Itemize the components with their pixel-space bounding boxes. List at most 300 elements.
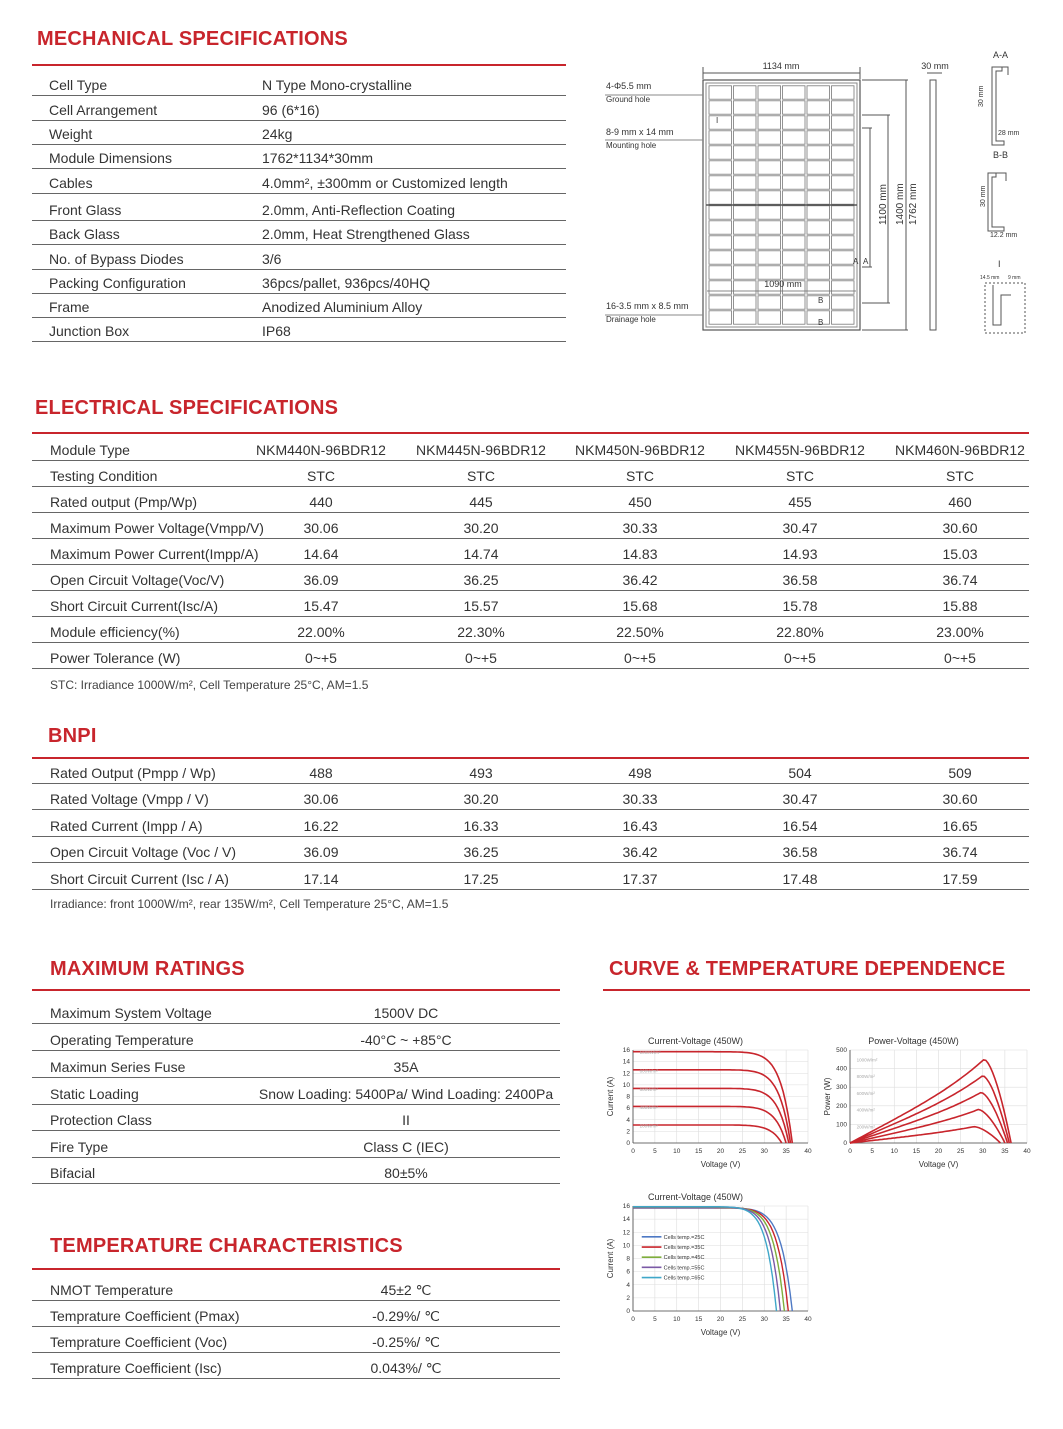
section-aa-label: A-A <box>993 50 1009 60</box>
row-value: 15.68 <box>622 598 658 614</box>
y-tick-label: 16 <box>622 1047 630 1054</box>
solar-cell <box>734 251 757 264</box>
y-tick-label: 4 <box>626 1116 630 1124</box>
row-value: 15.03 <box>942 546 978 562</box>
row-label: Rated Current (Impp / A) <box>50 818 203 834</box>
y-tick-label: 500 <box>836 1047 847 1054</box>
rating-value: II <box>402 1112 410 1128</box>
solar-cell <box>783 206 806 219</box>
iv-temperature-chart <box>600 1186 815 1341</box>
x-tick-label: 15 <box>912 1148 920 1155</box>
row-value: 15.88 <box>942 598 978 614</box>
solar-cell <box>832 101 855 114</box>
row-value: NKM460N-96BDR12 <box>895 442 1025 458</box>
table-row <box>32 592 1029 617</box>
legend-label: Cells temp.=65C <box>663 1275 705 1282</box>
rating-value: -40°C ~ +85°C <box>360 1032 452 1048</box>
row-label: Rated Output (Pmpp / Wp) <box>50 765 216 781</box>
row-value: 30.33 <box>622 520 658 536</box>
row-label: Rated Voltage (Vmpp / V) <box>50 791 209 807</box>
solar-cell <box>709 281 732 294</box>
y-tick-label: 12 <box>622 1070 630 1078</box>
rating-label: Temprature Coefficient (Pmax) <box>50 1308 240 1324</box>
x-tick-label: 5 <box>653 1316 657 1323</box>
table-row <box>32 759 1029 784</box>
x-tick-label: 35 <box>782 1148 790 1155</box>
solar-cell <box>783 191 806 204</box>
x-tick-label: 20 <box>934 1148 943 1155</box>
x-axis-label: Voltage (V) <box>700 1328 741 1337</box>
row-value: NKM455N-96BDR12 <box>735 442 865 458</box>
row-value: 23.00% <box>936 624 984 640</box>
row-value: STC <box>946 468 974 484</box>
row-value: 455 <box>788 494 812 510</box>
row-value: 36.25 <box>463 572 499 588</box>
row-label: Open Circuit Voltage (Voc / V) <box>50 844 236 860</box>
mount-hole-size: 8-9 mm x 14 mm <box>606 127 674 137</box>
x-tick-label: 40 <box>804 1316 812 1323</box>
table-row <box>32 618 1029 643</box>
marker-a2: A <box>863 257 869 266</box>
y-tick-label: 14 <box>622 1058 630 1066</box>
bnpi-title: BNPI <box>48 725 97 747</box>
spec-value: N Type Mono-crystalline <box>262 77 412 93</box>
solar-cell <box>807 236 830 249</box>
spec-value: 2.0mm, Heat Strengthened Glass <box>262 226 470 242</box>
x-tick-label: 0 <box>631 1148 635 1155</box>
y-tick-label: 10 <box>622 1242 630 1250</box>
spec-label: Junction Box <box>49 323 130 339</box>
marker-b2: B <box>818 318 824 327</box>
section-aa-height: 30 mm <box>978 85 985 107</box>
rating-label: Protection Class <box>50 1112 152 1128</box>
solar-cell <box>758 176 781 189</box>
row-value: 15.47 <box>303 598 339 614</box>
solar-cell <box>807 176 830 189</box>
rating-row <box>32 1159 560 1184</box>
y-tick-label: 16 <box>622 1203 630 1210</box>
solar-cell <box>832 191 855 204</box>
table-row <box>32 785 1029 810</box>
row-value: 498 <box>628 765 652 781</box>
row-value: 15.57 <box>463 598 499 614</box>
row-label: Short Circuit Current (Isc / A) <box>50 871 229 887</box>
rating-value: 80±5% <box>384 1165 428 1181</box>
rating-value: -0.29%/ ℃ <box>372 1308 440 1324</box>
solar-cell <box>832 86 855 99</box>
solar-cell <box>783 116 806 129</box>
dim-1100: 1100 mm <box>878 184 889 225</box>
y-tick-label: 100 <box>836 1121 847 1129</box>
rating-row <box>32 1080 560 1105</box>
y-axis-label: Power (W) <box>823 1077 832 1116</box>
row-value: 17.37 <box>622 871 658 887</box>
row-value: 36.42 <box>622 572 658 588</box>
module-drawing <box>600 45 1040 345</box>
solar-cell <box>758 131 781 144</box>
solar-cell <box>807 116 830 129</box>
row-value: 16.54 <box>782 818 818 834</box>
ground-hole-size: 4-Φ5.5 mm <box>606 81 652 91</box>
row-value: NKM450N-96BDR12 <box>575 442 705 458</box>
rating-value: 0.043%/ ℃ <box>370 1360 442 1376</box>
rating-label: Fire Type <box>50 1139 109 1155</box>
solar-cell <box>783 296 806 309</box>
solar-cell <box>807 86 830 99</box>
rating-label: Operating Temperature <box>50 1032 194 1048</box>
row-value: NKM440N-96BDR12 <box>256 442 386 458</box>
series-label: 200W/m² <box>639 1123 658 1129</box>
row-value: 15.78 <box>782 598 818 614</box>
solar-cell <box>758 101 781 114</box>
solar-cell <box>734 296 757 309</box>
y-tick-label: 8 <box>626 1255 630 1263</box>
spec-value: 2.0mm, Anti-Reflection Coating <box>262 202 455 218</box>
row-label: Power Tolerance (W) <box>50 650 181 666</box>
solar-cell <box>758 311 781 324</box>
solar-cell <box>807 221 830 234</box>
solar-cell <box>832 146 855 159</box>
solar-cell <box>783 251 806 264</box>
row-value: 450 <box>628 494 652 510</box>
spec-label: Back Glass <box>49 226 120 242</box>
spec-label: Frame <box>49 299 90 315</box>
row-value: 22.30% <box>457 624 505 640</box>
solar-cell <box>758 266 781 279</box>
rating-label: Maximun Series Fuse <box>50 1059 186 1075</box>
y-tick-label: 400 <box>836 1065 847 1073</box>
section-bb-width: 12.2 mm <box>990 232 1018 239</box>
y-tick-label: 0 <box>626 1308 630 1315</box>
row-value: 36.42 <box>622 844 658 860</box>
solar-cell <box>734 146 757 159</box>
mount-hole-label: Mounting hole <box>606 141 657 150</box>
solar-cell <box>758 206 781 219</box>
series-label: 400W/m² <box>639 1104 658 1110</box>
solar-cell <box>783 161 806 174</box>
x-tick-label: 20 <box>716 1148 725 1155</box>
series-label: 1000W/m² <box>639 1050 661 1056</box>
solar-cell <box>734 101 757 114</box>
solar-cell <box>807 146 830 159</box>
row-value: 22.00% <box>297 624 345 640</box>
solar-cell <box>709 131 732 144</box>
x-tick-label: 30 <box>760 1316 768 1323</box>
rating-row <box>32 1302 560 1327</box>
solar-cell <box>832 161 855 174</box>
spec-value: IP68 <box>262 323 291 339</box>
row-value: 0~+5 <box>465 650 497 666</box>
solar-cell <box>832 206 855 219</box>
rating-row <box>32 1133 560 1158</box>
mechanical-row <box>32 317 566 342</box>
y-tick-label: 14 <box>622 1216 630 1224</box>
solar-cell <box>783 131 806 144</box>
section-i-width2: 9 mm <box>1008 275 1021 281</box>
row-value: 14.74 <box>463 546 499 562</box>
row-value: 30.60 <box>942 791 978 807</box>
mechanical-row <box>32 245 566 270</box>
chart-title: Power-Voltage (450W) <box>868 1036 959 1046</box>
series-label: 200W/m² <box>856 1124 875 1130</box>
row-value: 440 <box>309 494 333 510</box>
mechanical-row <box>32 169 566 194</box>
rating-row <box>32 999 560 1024</box>
y-tick-label: 12 <box>622 1229 630 1237</box>
row-label: Open Circuit Voltage(Voc/V) <box>50 572 225 588</box>
series-label: 800W/m² <box>856 1074 875 1080</box>
row-value: 30.06 <box>303 520 339 536</box>
series-label: 600W/m² <box>856 1090 875 1096</box>
solar-cell <box>734 131 757 144</box>
solar-cell <box>709 86 732 99</box>
spec-label: Cell Type <box>49 77 108 93</box>
solar-cell <box>832 221 855 234</box>
solar-cell <box>758 191 781 204</box>
mechanical-row <box>32 71 566 96</box>
y-tick-label: 8 <box>626 1093 630 1101</box>
solar-cell <box>758 251 781 264</box>
x-tick-label: 5 <box>653 1148 657 1155</box>
row-value: 14.93 <box>782 546 818 562</box>
y-axis-label: Current (A) <box>606 1238 615 1279</box>
curves-title: CURVE & TEMPERATURE DEPENDENCE <box>609 958 1006 980</box>
row-value: 30.47 <box>782 791 818 807</box>
row-value: 0~+5 <box>944 650 976 666</box>
rating-value: 45±2 ℃ <box>380 1282 432 1298</box>
row-value: 36.74 <box>942 844 978 860</box>
row-value: 504 <box>788 765 812 781</box>
temperature-title: TEMPERATURE CHARACTERISTICS <box>50 1235 403 1257</box>
drain-hole-size: 16-3.5 mm x 8.5 mm <box>606 301 689 311</box>
row-value: STC <box>626 468 654 484</box>
pv-irradiance-chart <box>815 1025 1035 1175</box>
mechanical-row <box>32 220 566 245</box>
series-label: 800W/m² <box>639 1068 658 1074</box>
electrical-note: STC: Irradiance 1000W/m², Cell Temperature 25°C, AM=1.5 <box>50 678 369 692</box>
solar-cell <box>807 101 830 114</box>
pv-curve <box>850 1060 1011 1143</box>
solar-cell <box>783 266 806 279</box>
row-value: 17.48 <box>782 871 818 887</box>
rating-row <box>32 1328 560 1353</box>
chart-title: Current-Voltage (450W) <box>647 1192 744 1202</box>
spec-value: 96 (6*16) <box>262 102 320 118</box>
solar-cell <box>783 221 806 234</box>
solar-cell <box>709 176 732 189</box>
y-tick-label: 0 <box>843 1140 847 1147</box>
row-value: 36.58 <box>782 572 818 588</box>
y-axis-label: Current (A) <box>606 1076 615 1117</box>
x-tick-label: 40 <box>804 1148 812 1155</box>
rating-value: 35A <box>393 1059 419 1075</box>
row-value: 30.60 <box>942 520 978 536</box>
solar-cell <box>709 311 732 324</box>
x-tick-label: 0 <box>848 1148 852 1155</box>
rating-row <box>32 1026 560 1051</box>
solar-cell <box>734 116 757 129</box>
row-value: 0~+5 <box>305 650 337 666</box>
y-tick-label: 4 <box>626 1281 630 1289</box>
solar-cell <box>832 251 855 264</box>
rating-label: Temprature Coefficient (Isc) <box>50 1360 222 1376</box>
solar-cell <box>734 281 757 294</box>
row-value: 16.33 <box>463 818 499 834</box>
row-value: 509 <box>948 765 972 781</box>
x-tick-label: 35 <box>782 1316 790 1323</box>
spec-value: 36pcs/pallet, 936pcs/40HQ <box>262 275 431 291</box>
x-axis-label: Voltage (V) <box>918 1160 959 1169</box>
table-row <box>32 644 1029 669</box>
row-value: 30.20 <box>463 791 499 807</box>
marker-b1: B <box>818 296 824 305</box>
solar-cell <box>758 296 781 309</box>
table-row <box>32 540 1029 565</box>
spec-label: Packing Configuration <box>49 275 186 291</box>
rating-row <box>32 1106 560 1131</box>
solar-cell <box>758 161 781 174</box>
rating-value: Class C (IEC) <box>363 1139 449 1155</box>
rating-label: Temprature Coefficient (Voc) <box>50 1334 228 1350</box>
max-ratings-divider <box>32 989 560 991</box>
bnpi-note: Irradiance: front 1000W/m², rear 135W/m², Cell Temperature 25°C, AM=1.5 <box>50 897 449 911</box>
row-value: 493 <box>469 765 493 781</box>
y-tick-label: 6 <box>626 1105 630 1113</box>
x-tick-label: 30 <box>760 1148 768 1155</box>
table-row <box>32 462 1029 487</box>
row-label: Rated output (Pmp/Wp) <box>50 494 198 510</box>
solar-cell <box>758 146 781 159</box>
row-value: 17.59 <box>942 871 978 887</box>
y-tick-label: 2 <box>626 1294 630 1302</box>
row-value: 14.83 <box>622 546 658 562</box>
row-value: 36.58 <box>782 844 818 860</box>
solar-cell <box>807 251 830 264</box>
rating-value: -0.25%/ ℃ <box>372 1334 440 1350</box>
rating-label: NMOT Temperature <box>50 1282 174 1298</box>
mechanical-row <box>32 293 566 318</box>
x-axis-label: Voltage (V) <box>700 1160 741 1169</box>
x-tick-label: 25 <box>957 1148 965 1155</box>
x-tick-label: 10 <box>673 1316 681 1323</box>
x-tick-label: 10 <box>890 1148 898 1155</box>
solar-cell <box>758 86 781 99</box>
solar-cell <box>709 266 732 279</box>
spec-value: 1762*1134*30mm <box>262 150 374 166</box>
row-value: 16.65 <box>942 818 978 834</box>
thickness-label: 30 mm <box>921 61 949 71</box>
rating-label: Static Loading <box>50 1086 139 1102</box>
y-tick-label: 0 <box>626 1140 630 1147</box>
solar-cell <box>709 191 732 204</box>
y-tick-label: 200 <box>836 1102 847 1110</box>
solar-cell <box>758 116 781 129</box>
solar-cell <box>734 221 757 234</box>
spec-label: Cables <box>49 175 93 191</box>
x-tick-label: 10 <box>673 1148 681 1155</box>
row-value: 36.09 <box>303 572 339 588</box>
y-tick-label: 2 <box>626 1128 630 1136</box>
rating-row <box>32 1354 560 1379</box>
solar-cell <box>709 161 732 174</box>
solar-cell <box>807 206 830 219</box>
solar-cell <box>783 311 806 324</box>
spec-value: 4.0mm², ±300mm or Customized length <box>262 175 508 191</box>
ground-hole-label: Ground hole <box>606 95 651 104</box>
mechanical-row <box>32 144 566 169</box>
row-value: 30.33 <box>622 791 658 807</box>
solar-cell <box>832 266 855 279</box>
solar-cell <box>807 191 830 204</box>
rating-row <box>32 1053 560 1078</box>
row-value: 0~+5 <box>624 650 656 666</box>
solar-cell <box>709 101 732 114</box>
x-tick-label: 20 <box>716 1316 725 1323</box>
row-value: 30.06 <box>303 791 339 807</box>
x-tick-label: 40 <box>1023 1148 1031 1155</box>
solar-cell <box>758 236 781 249</box>
legend-label: Cells temp.=35C <box>663 1245 705 1252</box>
table-row <box>32 865 1029 890</box>
x-tick-label: 35 <box>1001 1148 1009 1155</box>
section-bb-label: B-B <box>993 150 1009 160</box>
solar-cell <box>832 176 855 189</box>
spec-label: No. of Bypass Diodes <box>49 251 184 267</box>
solar-cell <box>709 296 732 309</box>
x-tick-label: 25 <box>738 1148 746 1155</box>
solar-cell <box>832 236 855 249</box>
row-value: 36.09 <box>303 844 339 860</box>
rating-label: Bifacial <box>50 1165 96 1181</box>
row-label: Testing Condition <box>50 468 158 484</box>
spec-value: 24kg <box>262 126 293 142</box>
temperature-divider <box>32 1268 560 1270</box>
row-value: 36.25 <box>463 844 499 860</box>
x-tick-label: 15 <box>695 1148 703 1155</box>
iv-temp-curve <box>633 1207 777 1311</box>
section-i-label: I <box>998 259 1001 269</box>
solar-cell <box>734 266 757 279</box>
mechanical-row <box>32 269 566 294</box>
rating-label: Maximum System Voltage <box>50 1005 212 1021</box>
x-tick-label: 15 <box>695 1316 703 1323</box>
marker-a1: A <box>853 257 859 266</box>
row-value: 0~+5 <box>784 650 816 666</box>
electrical-divider <box>32 432 1029 434</box>
solar-cell <box>783 176 806 189</box>
legend-label: Cells temp.=55C <box>663 1265 705 1272</box>
table-row <box>32 812 1029 837</box>
table-row <box>32 838 1029 863</box>
solar-cell <box>709 251 732 264</box>
spec-value: Anodized Aluminium Alloy <box>262 299 423 315</box>
electrical-title: ELECTRICAL SPECIFICATIONS <box>35 397 339 419</box>
row-label: Maximum Power Voltage(Vmpp/V) <box>50 520 264 536</box>
row-value: 22.80% <box>776 624 824 640</box>
rating-value: Snow Loading: 5400Pa/ Wind Loading: 2400Pa <box>258 1086 554 1102</box>
solar-cell <box>832 311 855 324</box>
mechanical-row <box>32 120 566 145</box>
table-row <box>32 566 1029 591</box>
rating-row <box>32 1276 560 1301</box>
solar-cell <box>807 131 830 144</box>
section-bb-height: 30 mm <box>980 185 987 207</box>
solar-cell <box>734 86 757 99</box>
mechanical-title: MECHANICAL SPECIFICATIONS <box>37 28 348 50</box>
marker-i: I <box>716 116 719 125</box>
row-value: 16.43 <box>622 818 658 834</box>
y-tick-label: 6 <box>626 1268 630 1276</box>
